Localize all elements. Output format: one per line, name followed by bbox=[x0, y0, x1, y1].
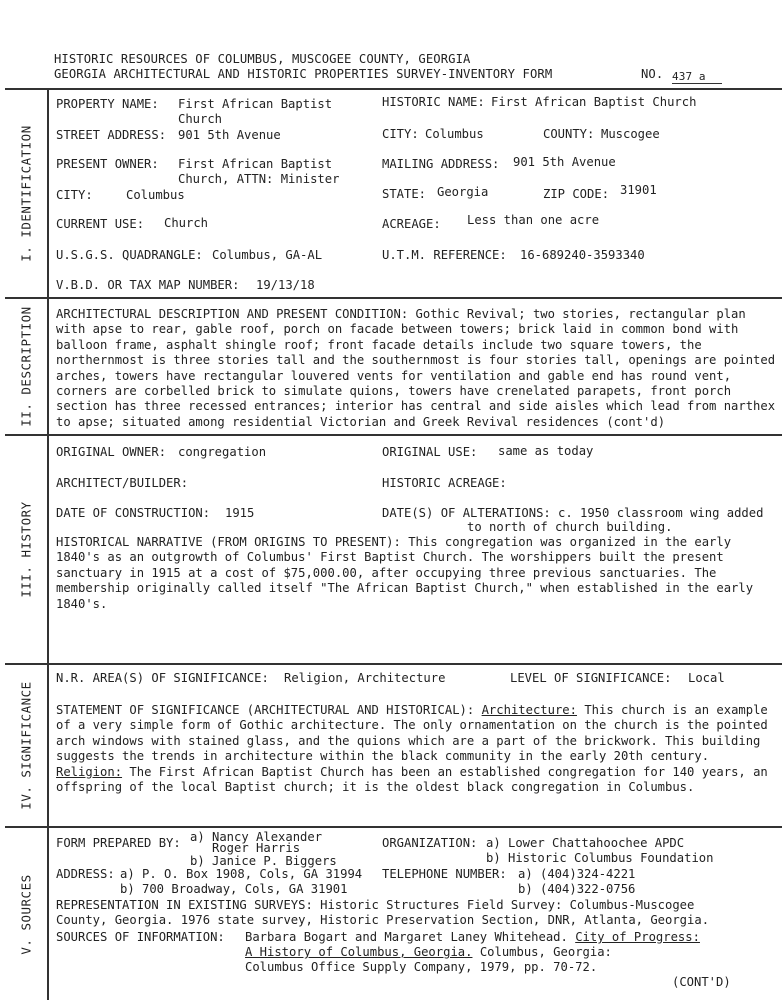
representation-line-2: County, Georgia. 1976 state survey, Historic Preservation Section, DNR, Atlanta, Georgia. bbox=[56, 913, 710, 927]
sources-label: SOURCES OF INFORMATION: bbox=[56, 930, 225, 944]
divider-top bbox=[5, 88, 782, 90]
usgs-quadrangle-value: Columbus, GA-AL bbox=[212, 248, 323, 262]
representation-line-1: REPRESENTATION IN EXISTING SURVEYS: Historic Structures Field Survey: Columbus-Muscogee bbox=[56, 898, 695, 912]
original-use-value: same as today bbox=[498, 444, 594, 458]
original-use-label: ORIGINAL USE: bbox=[382, 445, 478, 459]
tax-map-label: V.B.D. OR TAX MAP NUMBER: bbox=[56, 278, 240, 292]
prepared-by-label: FORM PREPARED BY: bbox=[56, 836, 181, 850]
property-name-value: First African Baptist bbox=[178, 97, 333, 111]
construction-date-label: DATE OF CONSTRUCTION: bbox=[56, 506, 211, 520]
divider-history bbox=[5, 663, 782, 665]
alterations-label: DATE(S) OF ALTERATIONS: bbox=[382, 506, 551, 520]
alterations-value: c. 1950 classroom wing added bbox=[558, 506, 764, 520]
section-label-sources: V. SOURCES bbox=[18, 874, 34, 955]
property-name-value-cont: Church bbox=[178, 112, 223, 126]
county-label: COUNTY: bbox=[543, 127, 595, 141]
section-label-description: II. DESCRIPTION bbox=[18, 305, 34, 427]
usgs-quadrangle-label: U.S.G.S. QUADRANGLE: bbox=[56, 248, 203, 262]
sources-book-subtitle: A History of Columbus, Georgia. bbox=[245, 945, 473, 959]
historical-narrative bbox=[56, 535, 776, 612]
telephone-b: b) (404)322-0756 bbox=[518, 882, 636, 896]
section-label-identification: I. IDENTIFICATION bbox=[18, 124, 34, 262]
form-series-title: HISTORIC RESOURCES OF COLUMBUS, MUSCOGEE COUNTY, GEORGIA bbox=[54, 52, 471, 66]
alterations-value-cont: to north of church building. bbox=[467, 520, 673, 534]
utm-reference-label: U.T.M. REFERENCE: bbox=[382, 248, 507, 262]
address-a: a) P. O. Box 1908, Cols, GA 31994 bbox=[120, 867, 363, 881]
religion-text: The First African Baptist Church has been an established congregation for 140 years, an offspring of the local Baptist church; it is the oldest black congregation in Columbus. bbox=[56, 764, 768, 795]
address-label: ADDRESS: bbox=[56, 867, 115, 881]
statement-of-significance bbox=[56, 703, 776, 795]
city-label-right: CITY: bbox=[382, 127, 419, 141]
property-name-label: PROPERTY NAME: bbox=[56, 97, 159, 111]
sources-book-title: City of Progress: bbox=[575, 930, 700, 944]
form-number-value: 437 a bbox=[672, 70, 722, 84]
present-owner-label: PRESENT OWNER: bbox=[56, 157, 159, 171]
construction-date-value: 1915 bbox=[225, 506, 255, 520]
city-value: Columbus bbox=[126, 188, 185, 202]
tax-map-value: 19/13/18 bbox=[256, 278, 315, 292]
organization-a: a) Lower Chattahoochee APDC bbox=[486, 836, 685, 850]
description-heading: ARCHITECTURAL DESCRIPTION AND PRESENT CONDITION: bbox=[56, 307, 409, 321]
mailing-address-value: 901 5th Avenue bbox=[513, 155, 616, 169]
current-use-value: Church bbox=[164, 216, 209, 230]
state-label: STATE: bbox=[382, 187, 427, 201]
sources-authors: Barbara Bogart and Margaret Laney Whitehead. bbox=[245, 930, 568, 944]
divider-significance bbox=[5, 826, 782, 828]
present-owner-value: First African Baptist bbox=[178, 157, 333, 171]
county-value: Muscogee bbox=[601, 127, 660, 141]
historic-name-label: HISTORIC NAME: bbox=[382, 95, 485, 109]
sources-line-1 bbox=[245, 930, 700, 944]
original-owner-value: congregation bbox=[178, 445, 267, 459]
street-address-label: STREET ADDRESS: bbox=[56, 128, 167, 142]
historic-name-value: First African Baptist Church bbox=[491, 95, 697, 109]
nr-significance-value: Religion, Architecture bbox=[284, 671, 446, 685]
state-value: Georgia bbox=[437, 185, 489, 199]
historic-acreage-label: HISTORIC ACREAGE: bbox=[382, 476, 507, 490]
section-label-history: III. HISTORY bbox=[18, 500, 34, 598]
present-owner-value-cont: Church, ATTN: Minister bbox=[178, 172, 340, 186]
street-address-value: 901 5th Avenue bbox=[178, 128, 281, 142]
prepared-by-a2: Roger Harris bbox=[212, 841, 301, 855]
nr-significance-label: N.R. AREA(S) OF SIGNIFICANCE: bbox=[56, 671, 269, 685]
telephone-a: a) (404)324-4221 bbox=[518, 867, 636, 881]
zip-label: ZIP CODE: bbox=[543, 187, 610, 201]
narrative-text: This congregation was organized in the early 1840's as an outgrowth of Columbus' First Baptist Church. The worshippers built the present sanctuary in 1915 at a cost of $75,000.00, after occupying three previous sanctuaries. The membership originally called itself "The African Baptist Church," when established in the early 1840's. bbox=[56, 535, 754, 611]
city-value-right: Columbus bbox=[425, 127, 484, 141]
city-label: CITY: bbox=[56, 188, 93, 202]
statement-heading: STATEMENT OF SIGNIFICANCE (ARCHITECTURAL AND HISTORICAL): bbox=[56, 703, 475, 717]
zip-value: 31901 bbox=[620, 183, 657, 197]
divider-description bbox=[5, 434, 782, 436]
utm-reference-value: 16-689240-3593340 bbox=[520, 248, 645, 262]
level-significance-label: LEVEL OF SIGNIFICANCE: bbox=[510, 671, 672, 685]
form-title: GEORGIA ARCHITECTURAL AND HISTORIC PROPERTIES SURVEY-INVENTORY FORM bbox=[54, 67, 553, 81]
sources-line-2 bbox=[245, 945, 612, 959]
acreage-value: Less than one acre bbox=[467, 213, 600, 227]
description-cont: (cont'd) bbox=[606, 414, 666, 429]
label-column-border bbox=[47, 88, 49, 1000]
sources-line-3: Columbus Office Supply Company, 1979, pp. 70-72. bbox=[245, 960, 598, 974]
religion-label: Religion: bbox=[56, 764, 123, 779]
mailing-address-label: MAILING ADDRESS: bbox=[382, 157, 500, 171]
original-owner-label: ORIGINAL OWNER: bbox=[56, 445, 167, 459]
address-b: b) 700 Broadway, Cols, GA 31901 bbox=[120, 882, 348, 896]
prepared-by-b: b) Janice P. Biggers bbox=[190, 854, 337, 868]
prepared-by-a: a) Nancy Alexander bbox=[190, 830, 323, 844]
sources-place: Columbus, Georgia: bbox=[479, 945, 612, 959]
sources-cont: (CONT'D) bbox=[672, 975, 731, 989]
acreage-label: ACREAGE: bbox=[382, 217, 441, 231]
telephone-label: TELEPHONE NUMBER: bbox=[382, 867, 507, 881]
narrative-heading: HISTORICAL NARRATIVE (FROM ORIGINS TO PRESENT): bbox=[56, 535, 401, 549]
organization-b: b) Historic Columbus Foundation bbox=[486, 851, 714, 865]
organization-label: ORGANIZATION: bbox=[382, 836, 478, 850]
level-significance-value: Local bbox=[688, 671, 725, 685]
architecture-text: This church is an example of a very simple form of Gothic architecture. The only ornamentation on the church is the pointed arch windows with stained glass, and the quions which are a part of the brickwork. This building suggests the trends in architecture within the black community in the early 20th century. bbox=[56, 703, 768, 764]
description-text: Gothic Revival; two stories, rectangular plan with apse to rear, gable roof, porch on facade between towers; brick laid in common bond with balloon frame, asphalt shingle roof; front facade details include two square towers, the northernmost is three stories tall and the southernmost is four stories tall, openings are pointed arches, towers have rectangular louvered vents for ventilation and gable end has round vent, corners are corbelled brick to simulate quions, towers have crenelated parapets, front porch section has three recessed entrances; interior has central and side aisles which lead from narthex to apse; situated among residential Victorian and Greek Revival residences bbox=[56, 307, 776, 429]
section-label-significance: IV. SIGNIFICANCE bbox=[18, 680, 34, 810]
form-number-label: NO. bbox=[641, 67, 664, 81]
divider-identification bbox=[5, 297, 782, 299]
architect-builder-label: ARCHITECT/BUILDER: bbox=[56, 476, 189, 490]
architecture-label: Architecture: bbox=[481, 703, 577, 717]
description-section bbox=[56, 307, 776, 432]
current-use-label: CURRENT USE: bbox=[56, 217, 145, 231]
